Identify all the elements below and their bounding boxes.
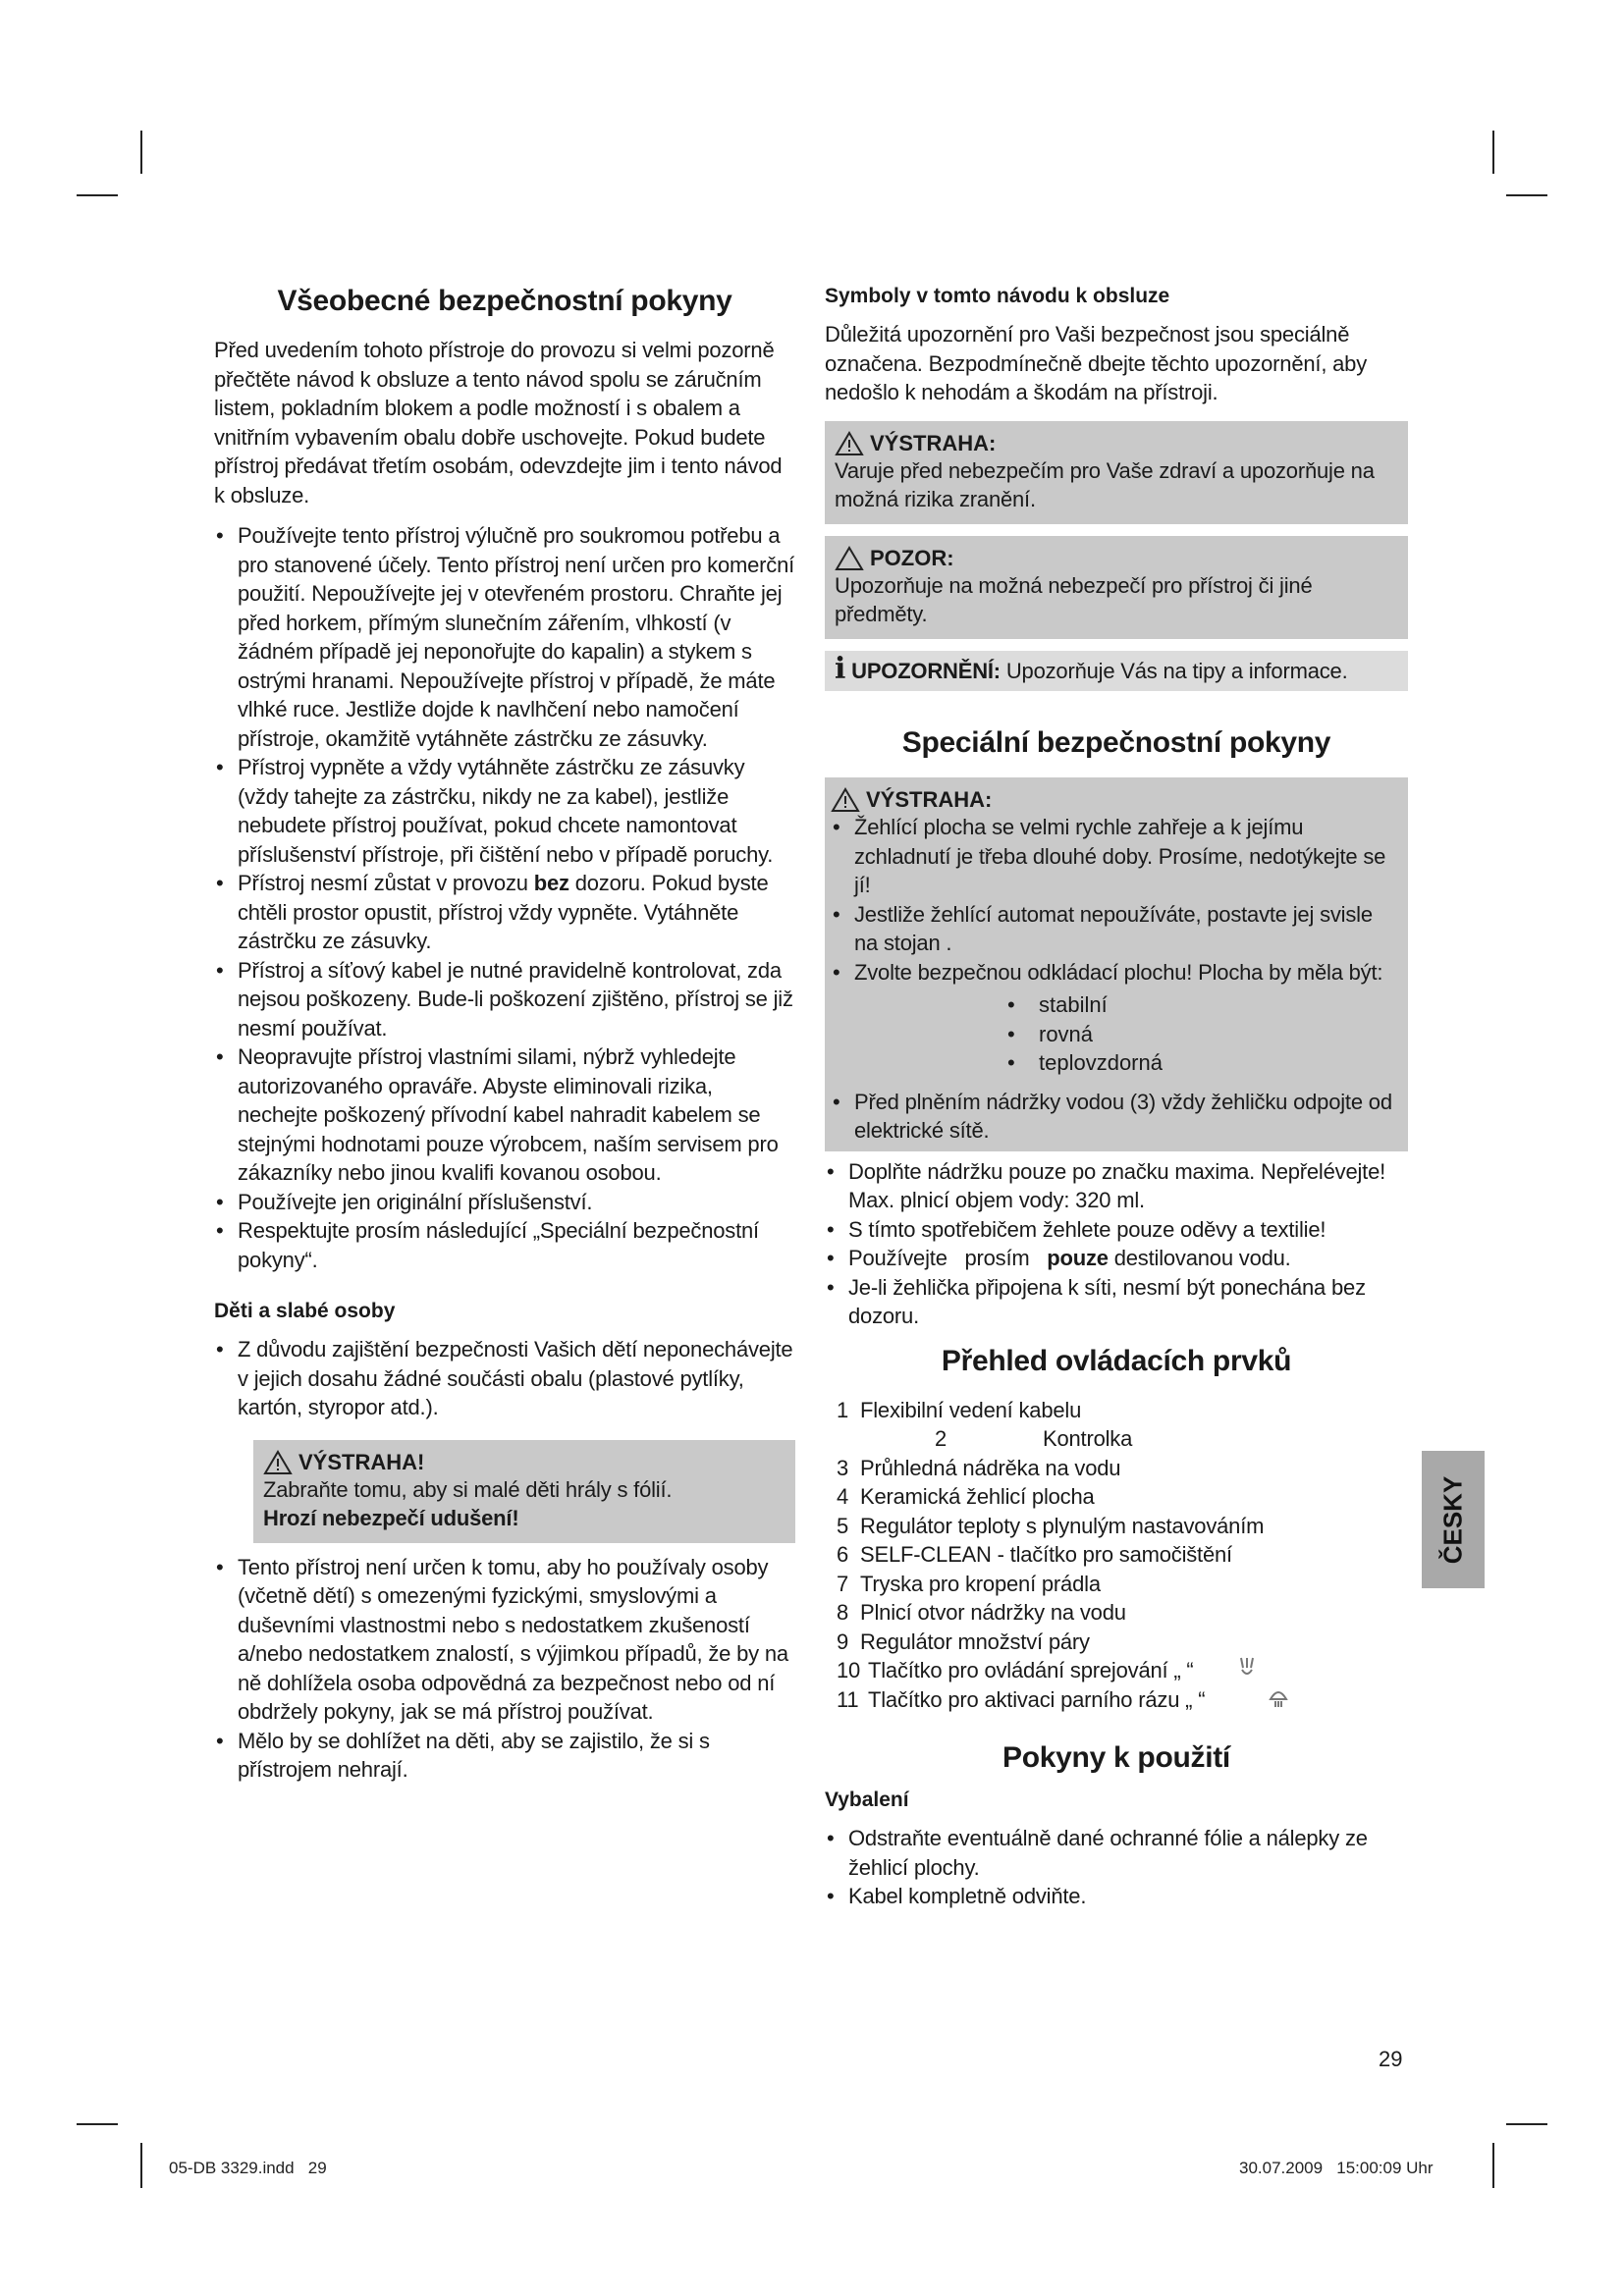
- usage-title: Pokyny k použití: [1002, 1741, 1230, 1774]
- crop-mark: [140, 2143, 142, 2188]
- symbols-title: Symboly v tomto návodu k obsluze: [825, 285, 1170, 307]
- list-item: • Přístroj nesmí zůstat v provozu bez dozoru. Pokud byste chtěli prostor opustit, přístroj vždy vypněte. Vytáhněte zástrčku ze zásuvky.: [214, 869, 795, 956]
- list-item: • Z důvodu zajištění bezpečnosti Vašich dětí neponechávejte v jejich dosahu žádné součásti obalu (plastové pytlíky, kartón, styropor atd.).: [214, 1335, 795, 1422]
- intro-paragraph: Před uvedením tohoto přístroje do provozu si velmi pozorně přečtěte návod k obsluze a tento návod spolu se záručním listem, pokladním blokem a podle možností i s obalem a vnitřním vybavením obalu dobře uschovejte. Pokud budete přístroj předávat třetím osobám, odevzdejte jim i tento návod k obsluze.: [214, 338, 783, 507]
- footer-left: 05-DB 3329.indd 29: [169, 2159, 327, 2177]
- controls-list: [825, 1396, 1408, 1715]
- crop-mark: [1506, 2123, 1547, 2125]
- warning-triangle-icon: [263, 1450, 293, 1475]
- surface-properties: [1007, 990, 1398, 1078]
- list-item: • Před plněním nádržky vodou (3) vždy žehličku odpojte od elektrické sítě.: [831, 1088, 1398, 1146]
- symbol-caution-title: POZOR:: [835, 546, 1398, 571]
- list-item: • rovná: [1007, 1020, 1398, 1049]
- symbol-note-line: i UPOZORNĚNÍ: Upozorňuje Vás na tipy a informace.: [835, 651, 1348, 686]
- list-item: • Zvolte bezpečnou odkládací plochu! Plocha by měla být:: [831, 958, 1398, 988]
- crop-mark: [77, 2123, 118, 2125]
- list-item: • stabilní: [1007, 990, 1398, 1020]
- children-warning-box: [253, 1440, 795, 1543]
- footer-right: 30.07.2009 15:00:09 Uhr: [1239, 2159, 1434, 2177]
- special-list-b: [831, 1088, 1398, 1146]
- crop-mark: [140, 131, 142, 174]
- warning-triangle-icon: [831, 787, 860, 813]
- control-item: 4 Keramická žehlicí plocha: [837, 1484, 1095, 1509]
- list-item: • teplovzdorná: [1007, 1048, 1398, 1078]
- control-item: 11 Tlačítko pro aktivaci parního rázu „ “: [837, 1685, 1408, 1715]
- control-item: 9 Regulátor množství páry: [837, 1629, 1090, 1654]
- list-item: • Kabel kompletně odviňte.: [825, 1882, 1408, 1911]
- crop-mark: [1492, 131, 1494, 174]
- crop-mark: [77, 194, 118, 196]
- list-item: • Přístroj a síťový kabel je nutné pravidelně kontrolovat, zda nejsou poškozeny. Bude-li poškození zjištěno, přístroj se již nesmí používat.: [214, 956, 795, 1043]
- list-item: • Jestliže žehlící automat nepoužíváte, postavte jej svisle na stojan .: [831, 900, 1398, 958]
- symbols-intro: Důležitá upozornění pro Vaši bezpečnost jsou speciálně označena. Bezpodmínečně dbejte těchto upozornění, aby nedošlo k nehodám a škodám na přístroji.: [825, 322, 1368, 404]
- warning-box-text: Zabraňte tomu, aby si malé děti hrály s fólií.: [263, 1476, 673, 1502]
- warning-triangle-icon: [835, 431, 864, 456]
- special-warning-title: VÝSTRAHA:: [831, 787, 1398, 813]
- safety-list: [214, 521, 795, 1274]
- after-list: [825, 1157, 1408, 1331]
- list-item: • Neopravujte přístroj vlastními silami, nýbrž vyhledejte autorizovaného opraváře. Abyste eliminovali rizika, nechejte poškozený přívodní kabel nahradit kabelem se stejnými hodnotami pouze výrobcem, naším servisem pro zákazníky nebo jinou kvalifi kovanou osobou.: [214, 1042, 795, 1188]
- children-list: [214, 1335, 795, 1422]
- control-item: 6 SELF-CLEAN - tlačítko pro samočištění: [837, 1542, 1232, 1567]
- children-list-b: [214, 1553, 795, 1785]
- list-item: • Odstraňte eventuálně dané ochranné fólie a nálepky ze žehlicí plochy.: [825, 1824, 1408, 1882]
- special-warning-box: [825, 777, 1408, 1151]
- control-item: 3 Průhledná nádrěka na vodu: [837, 1455, 1121, 1480]
- special-safety-title: Speciální bezpečnostní pokyny: [901, 726, 1331, 759]
- steam-burst-icon: [1268, 1685, 1289, 1709]
- language-tab: [1422, 1451, 1485, 1588]
- warning-box-title: VÝSTRAHA!: [263, 1450, 785, 1475]
- right-column: [825, 285, 1408, 1911]
- control-item: 7 Tryska pro kropení prádla: [837, 1571, 1101, 1596]
- list-item: • Tento přístroj není určen k tomu, aby ho používaly osoby (včetně dětí) s omezenými fyzickými, smyslovými a duševními vlastnostmi nebo s nedostatkem zkušeností a/nebo nedostatkem znalostí, s výjimkou případů, že by na ně dohlížela osoba odpovědná za bezpečnost nebo od ní obdržely pokyny, jak se má přístroj používat.: [214, 1553, 795, 1727]
- control-item: 8 Plnicí otvor nádržky na vodu: [837, 1600, 1126, 1625]
- left-column: [214, 285, 795, 1785]
- list-item: • Přístroj vypněte a vždy vytáhněte zástrčku ze zásuvky (vždy tahejte za zástrčku, nikdy ne za kabel), jestliže nebudete přístroj používat, pokud chcete namontovat příslušenství přístroje, při čištění nebo v případě poruchy.: [214, 753, 795, 869]
- symbol-caution-text: Upozorňuje na možná nebezpečí pro přístroj či jiné předměty.: [835, 572, 1313, 626]
- language-tab-label: ČESKY: [1437, 1475, 1468, 1564]
- symbol-warning-text: Varuje před nebezpečím pro Vaše zdraví a upozorňuje na možná rizika zranění.: [835, 457, 1375, 511]
- info-icon: i: [835, 651, 846, 686]
- controls-title: Přehled ovládacích prvků: [941, 1344, 1292, 1377]
- list-item: • Používejte prosím pouze destilovanou vodu.: [825, 1244, 1408, 1273]
- control-item: 10 Tlačítko pro ovládání sprejování „ “: [837, 1656, 1408, 1685]
- unpack-list: [825, 1824, 1408, 1911]
- warning-box-bold: Hrozí nebezpečí udušení!: [263, 1506, 519, 1530]
- list-item: • Respektujte prosím následující „Speciální bezpečnostní pokyny“.: [214, 1216, 795, 1274]
- caution-triangle-icon: [835, 546, 864, 571]
- control-item: 5 Regulátor teploty s plynulým nastavováním: [837, 1513, 1265, 1538]
- list-item: • Používejte tento přístroj výlučně pro soukromou potřebu a pro stanovené účely. Tento přístroj není určen pro komerční použití. Nepoužívejte jej v otevřeném prostoru. Chraňte jej před horkem, přímým slunečním zářením, vlhkostí (v žádném případě jej neponořujte do kapalin) a stykem s ostrými hranami. Nepoužívejte přístroj v případě, že máte vlhké ruce. Jestliže dojde k navlhčení nebo namočení přístroje, okamžitě vytáhněte zástrčku ze zásuvky.: [214, 521, 795, 753]
- symbol-warning-title: VÝSTRAHA:: [835, 431, 1398, 456]
- list-item: • Mělo by se dohlížet na děti, aby se zajistilo, že si s přístrojem nehrají.: [214, 1727, 795, 1785]
- list-item: • Žehlící plocha se velmi rychle zahřeje a k jejímu zchladnutí je třeba dlouhé doby. Prosíme, nedotýkejte se jí!: [831, 813, 1398, 900]
- control-item: 2 Kontrolka: [935, 1426, 1133, 1451]
- control-item: 1 Flexibilní vedení kabelu: [837, 1397, 1082, 1422]
- symbol-warning-box: [825, 421, 1408, 524]
- page-number: 29: [1379, 2047, 1403, 2071]
- special-list: [831, 813, 1398, 987]
- spray-icon: [1237, 1656, 1257, 1680]
- list-item: • Je-li žehlička připojena k síti, nesmí být ponechána bez dozoru.: [825, 1273, 1408, 1331]
- list-item: • S tímto spotřebičem žehlete pouze oděvy a textilie!: [825, 1215, 1408, 1245]
- list-item: • Doplňte nádržku pouze po značku maxima. Nepřelévejte! Max. plnicí objem vody: 320 ml.: [825, 1157, 1408, 1215]
- crop-mark: [1506, 194, 1547, 196]
- list-item: • Používejte jen originální příslušenství.: [214, 1188, 795, 1217]
- children-title: Děti a slabé osoby: [214, 1300, 396, 1322]
- general-safety-title: Všeobecné bezpečnostní pokyny: [277, 285, 732, 317]
- symbol-caution-box: [825, 536, 1408, 639]
- crop-mark: [1492, 2143, 1494, 2188]
- unpack-title: Vybalení: [825, 1789, 909, 1811]
- symbol-note-box: [825, 651, 1408, 692]
